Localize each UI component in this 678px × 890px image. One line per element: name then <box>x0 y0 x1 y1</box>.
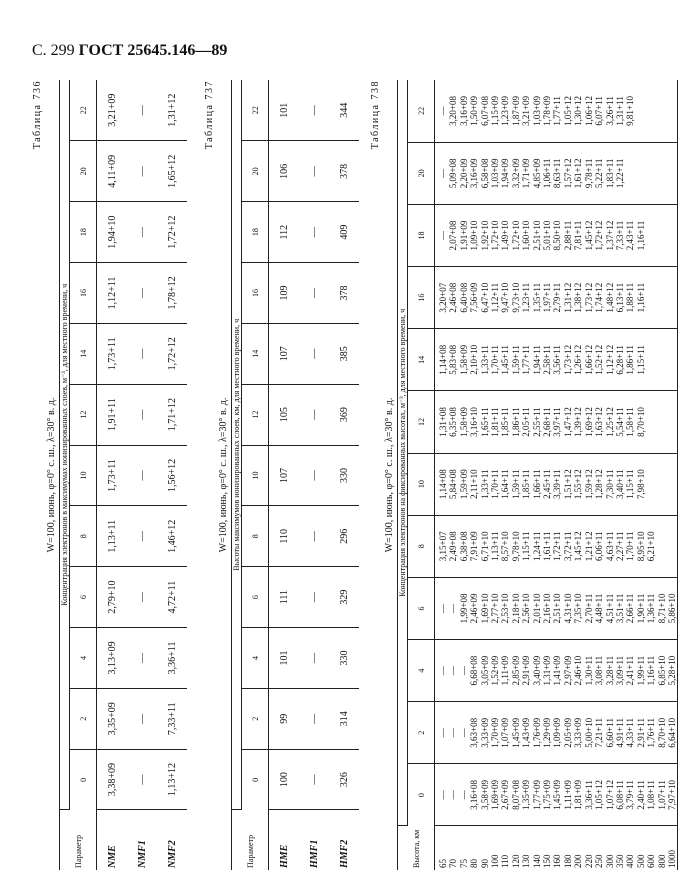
param-header: Параметр <box>60 810 97 870</box>
value-cell: 1,72+12 <box>157 202 187 263</box>
value-cell: 112 <box>269 202 300 263</box>
gost-label: ГОСТ <box>78 42 124 59</box>
hour-header: 0 <box>242 749 269 810</box>
value-cell: 314 <box>329 688 359 749</box>
value-cell: — <box>127 384 157 445</box>
gost-number: 25645.146—89 <box>127 42 228 59</box>
hour-header: 0 <box>408 764 435 826</box>
value-cell: 1,73+11 <box>97 323 128 384</box>
page-number: С. 299 <box>32 42 75 59</box>
value-cell: 107 <box>269 323 300 384</box>
table-caption: Таблица 737 <box>204 80 215 150</box>
column-values: — 3,20+08 3,16+09 1,50+09 6,07+08 1,15+09 1,23+09 1,87+09 3,21+09 1,03+09 1,78+09 1,77+11 1,05+12 1,30+12 1,06+12 6,07+11 3,26+11 1,31+11 9,81+10 <box>438 95 636 126</box>
value-cell: 109 <box>269 263 300 324</box>
value-cell: 409 <box>329 202 359 263</box>
param-name: HMF2 <box>338 839 350 868</box>
value-cell: 101 <box>269 628 300 689</box>
value-cell: 110 <box>269 506 300 567</box>
hour-header: 4 <box>242 628 269 689</box>
value-cell: 1,78+12 <box>157 263 187 324</box>
table-737 <box>231 80 359 870</box>
hour-header: 8 <box>70 506 97 567</box>
hour-header: 8 <box>242 506 269 567</box>
table-row <box>157 80 187 870</box>
value-column <box>435 142 678 204</box>
value-cell: 3,38+09 <box>97 749 128 810</box>
value-column <box>435 267 678 329</box>
hour-header: 4 <box>408 640 435 702</box>
hour-header: 16 <box>70 263 97 324</box>
value-cell: 1,46+12 <box>157 506 187 567</box>
value-cell: — <box>127 445 157 506</box>
value-cell: 2,79+10 <box>97 567 128 628</box>
value-cell: 4,72+11 <box>157 567 187 628</box>
value-cell: — <box>299 202 329 263</box>
value-cell: — <box>127 263 157 324</box>
value-cell: 101 <box>269 80 300 141</box>
table-conditions: W=100, июнь, φ=0° с. ш., λ=30° в. д. <box>218 397 229 553</box>
value-column <box>435 329 678 391</box>
column-values: — — 1,99+08 2,46+09 1,69+10 2,77+10 2,53+10 2,18+10 2,56+10 2,01+10 2,16+10 2,51+10 4,31+10 7,35+10 2,70+11 4,48+11 4,51+11 3,51+11 2,66+11 1,90+11 1,36+11 8,71+10 5,86+10 <box>438 593 677 624</box>
value-cell: 330 <box>329 445 359 506</box>
column-values: — — — 3,63+08 3,33+09 1,70+09 1,07+09 1,45+09 1,43+09 1,76+09 1,29+09 1,09+09 2,05+09 3,33+09 5,00+10 7,21+11 6,60+11 4,91+11 4,33+11 2,91+11 1,76+11 8,70+10 6,64+10 <box>438 717 677 748</box>
value-cell: — <box>299 263 329 324</box>
value-column <box>435 453 678 515</box>
value-cell: 378 <box>329 141 359 202</box>
value-cell: 369 <box>329 384 359 445</box>
value-column <box>435 204 678 266</box>
table-title: Концентрация электронов на фиксированных высотах, м⁻³, для местного времени, ч <box>398 80 408 826</box>
value-column <box>435 80 678 142</box>
column-values: — — — 3,16+08 3,58+09 1,69+09 2,67+09 8,07+08 1,35+09 1,77+09 1,75+09 1,45+09 1,11+09 1,81+09 3,36+11 1,05+12 1,07+12 6,08+11 3,79+11 2,40+11 1,08+11 1,07+11 7,97+10 <box>438 780 677 810</box>
value-cell: 111 <box>269 567 300 628</box>
value-column <box>435 515 678 577</box>
hour-header: 6 <box>408 577 435 639</box>
table-row <box>127 80 157 870</box>
value-cell: 1,12+11 <box>97 263 128 324</box>
column-values: 1,14+08 5,83+08 1,58+09 2,10+10 1,33+11 1,70+11 1,45+11 1,59+11 1,77+11 1,94+11 2,58+11 3,56+11 1,73+12 1,26+12 1,66+12 1,52+12 1,12+12 6,28+11 1,86+11 1,15+11 <box>438 344 646 375</box>
value-cell: 107 <box>269 445 300 506</box>
value-cell: 105 <box>269 384 300 445</box>
value-cell: — <box>127 506 157 567</box>
hour-header: 12 <box>408 391 435 453</box>
value-cell: — <box>127 628 157 689</box>
table-title: Высоты максимумов ионизированных слоев, км, для местного времени, ч <box>232 80 242 810</box>
column-values: 1,31+08 6,35+08 1,58+09 3,16+10 1,65+11 1,81+11 1,85+11 1,86+11 2,05+11 2,55+11 2,68+11 3,97+11 1,47+12 1,39+12 1,69+12 1,63+12 1,25+12 5,54+11 1,58+11 8,70+10 <box>438 407 646 437</box>
hour-header: 18 <box>408 204 435 266</box>
value-cell: 106 <box>269 141 300 202</box>
value-cell: — <box>299 506 329 567</box>
table-row <box>269 80 300 870</box>
value-cell: 296 <box>329 506 359 567</box>
hour-header: 20 <box>70 141 97 202</box>
hour-header: 18 <box>242 202 269 263</box>
value-cell: 99 <box>269 688 300 749</box>
value-cell: 3,21+09 <box>97 80 128 141</box>
value-cell: — <box>127 141 157 202</box>
hour-header: 14 <box>70 323 97 384</box>
param-name: NMF1 <box>136 840 148 868</box>
value-cell: 1,94+10 <box>97 202 128 263</box>
value-cell: — <box>299 749 329 810</box>
table-conditions: W=100, июнь, φ=0° с. ш., λ=30° в. д. <box>46 397 57 553</box>
hour-header: 18 <box>70 202 97 263</box>
value-cell: 1,13+11 <box>97 506 128 567</box>
value-cell: — <box>299 384 329 445</box>
rotated-content <box>32 80 677 870</box>
table-caption: Таблица 738 <box>370 80 381 150</box>
hour-header: 0 <box>70 749 97 810</box>
value-cell: — <box>299 141 329 202</box>
table-title: Концентрация электронов в максимумах ионизированных слоев, м⁻³, для местного времени, ч <box>60 80 70 810</box>
column-values: — — — 6,68+08 3,05+09 1,52+09 1,11+09 2,85+09 2,91+09 3,40+09 1,31+09 1,41+09 2,97+09 2,46+10 1,30+11 3,08+11 3,28+11 3,09+11 2,41+11 1,99+11 1,16+11 6,85+10 5,28+10 <box>438 655 677 686</box>
hour-header: 12 <box>70 384 97 445</box>
value-cell: — <box>299 80 329 141</box>
value-cell: 330 <box>329 628 359 689</box>
value-cell: — <box>127 567 157 628</box>
value-column <box>435 764 678 826</box>
column-values: — 2,07+08 1,91+09 1,09+10 1,92+10 1,72+10 1,49+10 1,72+10 1,60+10 2,51+10 5,01+10 8,50+10 2,88+11 7,81+11 1,45+12 1,72+12 1,37+12 7,33+11 2,43+11 1,16+11 <box>438 220 646 251</box>
hour-header: 22 <box>242 80 269 141</box>
hour-header: 16 <box>242 263 269 324</box>
param-name: NMF2 <box>166 840 178 868</box>
hour-header: 14 <box>242 323 269 384</box>
column-values: — 5,09+08 2,20+09 3,16+09 6,58+08 1,03+09 1,94+09 3,32+09 1,71+09 4,85+09 1,06+11 8,63+11 1,57+12 1,61+12 9,78+11 5,22+11 1,83+11 1,22+11 <box>438 158 625 189</box>
param-name: HMF1 <box>308 839 320 868</box>
param-name: HME <box>278 844 290 868</box>
hour-header: 2 <box>242 688 269 749</box>
value-cell: — <box>299 445 329 506</box>
value-cell: — <box>127 80 157 141</box>
hour-header: 6 <box>70 567 97 628</box>
value-column <box>435 577 678 639</box>
value-cell: — <box>299 323 329 384</box>
value-cell: — <box>299 567 329 628</box>
hour-header: 10 <box>242 445 269 506</box>
value-cell: 1,71+12 <box>157 384 187 445</box>
param-header: Параметр <box>232 810 269 870</box>
value-cell: 100 <box>269 749 300 810</box>
hour-header: 14 <box>408 329 435 391</box>
param-name: NME <box>106 845 118 868</box>
value-cell: 1,72+12 <box>157 323 187 384</box>
hour-header: 16 <box>408 267 435 329</box>
table-row <box>97 80 128 870</box>
value-cell: — <box>299 628 329 689</box>
table-row <box>299 80 329 870</box>
value-cell: 378 <box>329 263 359 324</box>
value-cell: 326 <box>329 749 359 810</box>
value-cell: 344 <box>329 80 359 141</box>
value-cell: 1,91+11 <box>97 384 128 445</box>
value-cell: — <box>127 749 157 810</box>
hour-header: 4 <box>70 628 97 689</box>
value-cell: 1,56+12 <box>157 445 187 506</box>
column-values: 1,14+08 5,84+08 1,59+09 2,11+10 1,33+11 1,70+11 1,64+11 1,59+11 1,85+11 1,66+11 2,45+11 3,39+11 1,51+12 1,55+12 1,59+12 1,28+12 7,30+11 3,40+11 1,15+11 7,98+10 <box>438 469 646 500</box>
value-cell: — <box>127 688 157 749</box>
height-header: Высота, км <box>398 826 435 870</box>
value-cell: 3,35+09 <box>97 688 128 749</box>
value-column <box>435 391 678 453</box>
hour-header: 10 <box>70 445 97 506</box>
page-header <box>32 42 227 60</box>
value-cell: 1,31+12 <box>157 80 187 141</box>
table-737-block <box>204 80 359 870</box>
column-values: 3,15+07 2,49+08 6,38+08 7,91+09 6,71+10 1,13+11 8,57+10 9,78+10 1,15+11 1,24+11 1,61+11 1,72+11 3,72+11 1,45+12 1,21+12 6,06+11 4,63+11 2,27+11 1,70+11 8,95+10 6,21+10 <box>438 531 657 562</box>
hour-header: 2 <box>70 688 97 749</box>
hour-header: 20 <box>408 142 435 204</box>
table-736 <box>59 80 187 870</box>
hour-header: 22 <box>408 80 435 142</box>
value-cell: 7,33+11 <box>157 688 187 749</box>
hour-header: 20 <box>242 141 269 202</box>
hour-header: 22 <box>70 80 97 141</box>
value-cell: 385 <box>329 323 359 384</box>
hour-header: 2 <box>408 702 435 764</box>
value-cell: — <box>127 323 157 384</box>
value-cell: 1,13+12 <box>157 749 187 810</box>
value-cell: — <box>299 688 329 749</box>
table-caption: Таблица 736 <box>32 80 43 150</box>
hour-header: 12 <box>242 384 269 445</box>
table-conditions: W=100, июнь, φ=0° с. ш., λ=30° в. д. <box>384 397 395 553</box>
hour-header: 6 <box>242 567 269 628</box>
value-cell: 1,65+12 <box>157 141 187 202</box>
table-736-block <box>32 80 187 870</box>
hour-header: 10 <box>408 453 435 515</box>
height-values: 65 70 75 80 90 100 110 120 130 140 150 160 180 200 220 250 300 350 400 500 600 800 1000 <box>438 850 677 868</box>
value-column <box>435 702 678 764</box>
value-cell: 3,13+09 <box>97 628 128 689</box>
value-cell: 4,11+09 <box>97 141 128 202</box>
column-values: 3,20+07 2,46+08 6,40+08 7,56+09 6,47+10 1,12+11 9,47+10 9,73+10 1,23+11 1,35+11 1,97+11 2,79+11 1,31+12 1,38+12 1,73+12 1,74+12 1,48+12 6,13+11 1,88+11 1,16+11 <box>438 282 646 313</box>
value-column <box>435 640 678 702</box>
value-cell: 3,36+11 <box>157 628 187 689</box>
value-cell: 329 <box>329 567 359 628</box>
value-cell: — <box>127 202 157 263</box>
table-738-block <box>370 80 678 870</box>
value-cell: 1,73+11 <box>97 445 128 506</box>
hour-header: 8 <box>408 515 435 577</box>
table-row <box>329 80 359 870</box>
table-738 <box>397 80 678 870</box>
